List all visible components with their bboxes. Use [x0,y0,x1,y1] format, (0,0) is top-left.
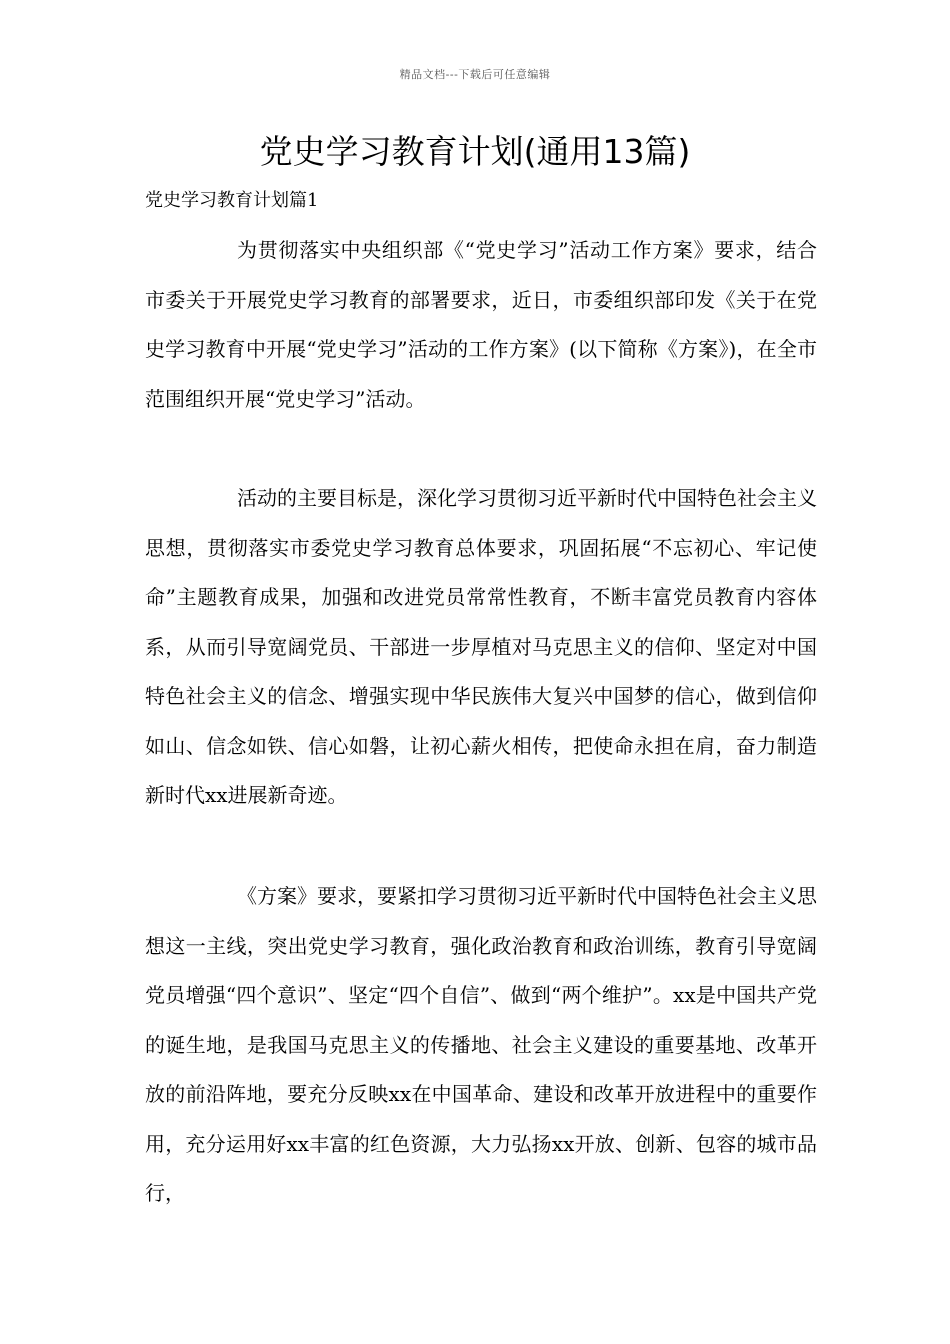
body-paragraph-3: 《方案》要求，要紧扣学习贯彻习近平新时代中国特色社会主义思想这一主线，突出党史学习教育，强化政治教育和政治训练，教育引导宽阔党员增强“四个意识”、坚定“四个自信”、做到“两个维护”。xx是中国共产党的诞生地，是我国马克思主义的传播地、社会主义建设的重要基地、改革开放的前沿阵地，要充分反映xx在中国革命、建设和改革开放进程中的重要作用，充分运用好xx丰富的红色资源，大力弘扬xx开放、创新、包容的城市品行， [145,884,817,1205]
document-title: 党史学习教育计划(通用13篇) [259,132,691,171]
section-heading: 党史学习教育计划篇1 [145,190,319,211]
header-note: 精品文档---下载后可任意编辑 [399,68,551,81]
body-paragraph-2: 活动的主要目标是，深化学习贯彻习近平新时代中国特色社会主义思想，贯彻落实市委党史学习教育总体要求，巩固拓展“不忘初心、牢记使命”主题教育成果，加强和改进党员常常性教育，不断丰富党员教育内容体系，从而引导宽阔党员、干部进一步厚植对马克思主义的信仰、坚定对中国特色社会主义的信念、增强实现中华民族伟大复兴中国梦的信心，做到信仰如山、信念如铁、信心如磐，让初心薪火相传，把使命永担在肩，奋力制造新时代xx进展新奇迹。 [145,486,817,807]
body-paragraph-1: 为贯彻落实中央组织部《“党史学习”活动工作方案》要求，结合市委关于开展党史学习教育的部署要求，近日，市委组织部印发《关于在党史学习教育中开展“党史学习”活动的工作方案》(以下简称《方案》)，在全市范围组织开展“党史学习”活动。 [145,238,817,411]
